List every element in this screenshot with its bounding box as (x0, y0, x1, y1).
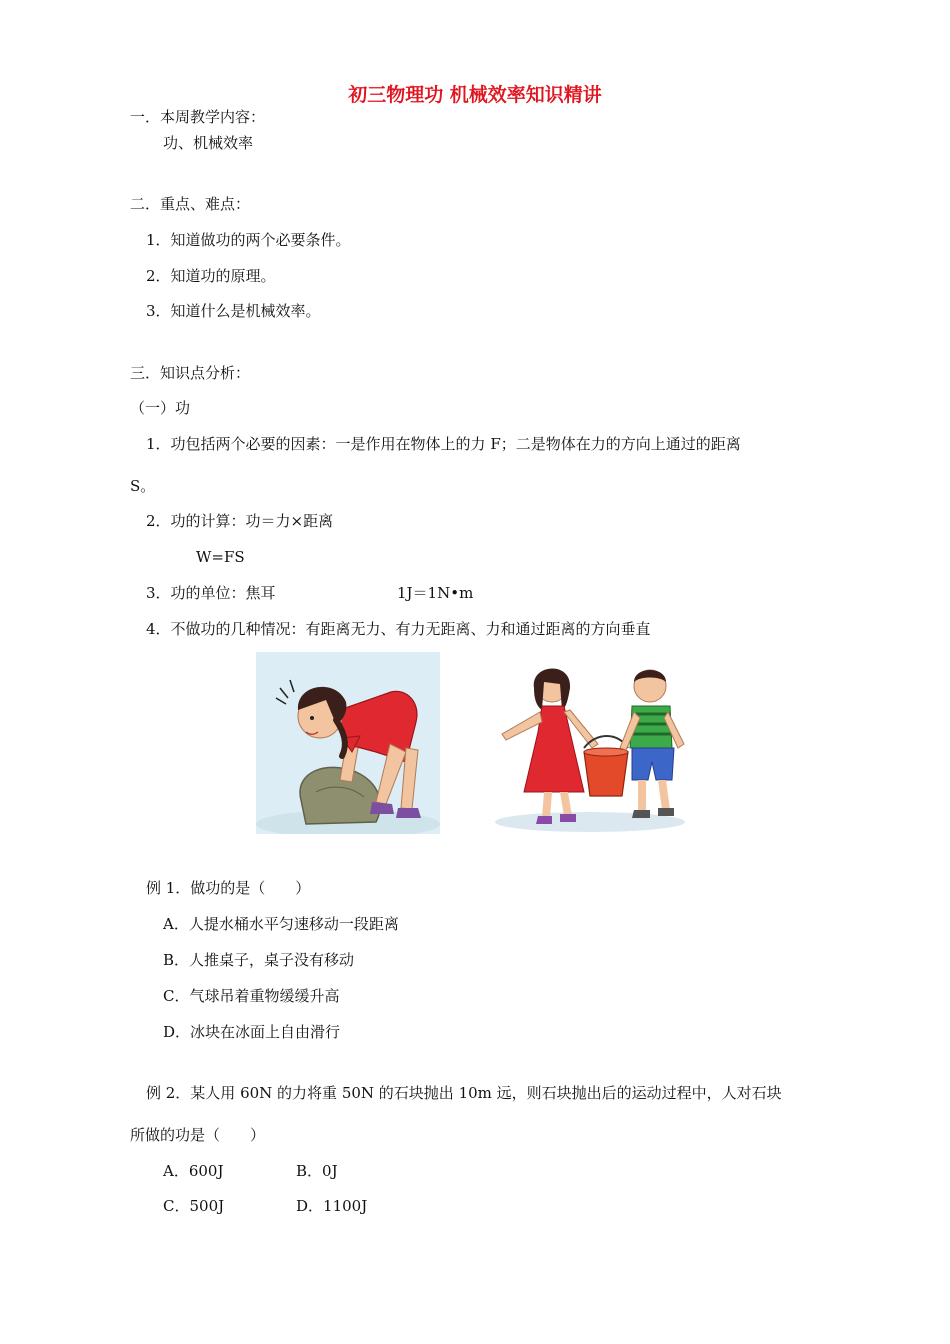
illustration-children-carrying-bucket (488, 652, 693, 834)
work-factors-line2: S。 (130, 477, 156, 495)
illustration-girl-lifting-sack (256, 652, 440, 834)
section2-heading: 二．重点、难点： (130, 195, 251, 213)
section3-heading: 三．知识点分析： (130, 364, 251, 382)
key-point-2: 2．知道功的原理。 (146, 267, 276, 285)
example2-option-c: C．500J (163, 1197, 225, 1215)
unit-formula: 1J＝1N•m (397, 584, 474, 602)
key-point-1: 1．知道做功的两个必要条件。 (146, 231, 351, 249)
page-title: 初三物理功 机械效率知识精讲 (348, 84, 602, 106)
example1-option-a: A．人提水桶水平匀速移动一段距离 (163, 915, 399, 933)
work-unit: 3．功的单位：焦耳 (146, 584, 276, 602)
example1-option-d: D．冰块在冰面上自由滑行 (163, 1023, 341, 1041)
work-factors-line1: 1．功包括两个必要的因素：一是作用在物体上的力 F；二是物体在力的方向上通过的距离 (146, 435, 741, 453)
section1-content: 功、机械效率 (163, 134, 254, 152)
subsection-work: （一）功 (130, 399, 191, 417)
key-point-3: 3．知道什么是机械效率。 (146, 302, 321, 320)
example1-option-b: B．人推桌子，桌子没有移动 (163, 951, 355, 969)
example2-stem-line2: 所做的功是（ ） (130, 1126, 266, 1144)
example2-option-d: D．1100J (296, 1197, 368, 1215)
work-formula: W=FS (196, 548, 245, 566)
example1-stem: 例 1．做功的是（ ） (146, 879, 311, 897)
work-calculation: 2．功的计算：功＝力×距离 (146, 512, 334, 530)
example2-stem-line1: 例 2．某人用 60N 的力将重 50N 的石块抛出 10m 远，则石块抛出后的运动过程中，人对石块 (146, 1084, 782, 1102)
example2-option-a: A．600J (163, 1162, 224, 1180)
example2-option-b: B．0J (296, 1162, 338, 1180)
example1-option-c: C．气球吊着重物缓缓升高 (163, 987, 340, 1005)
section1-heading: 一．本周教学内容： (130, 108, 266, 126)
no-work-cases: 4．不做功的几种情况：有距离无力、有力无距离、力和通过距离的方向垂直 (146, 620, 651, 638)
